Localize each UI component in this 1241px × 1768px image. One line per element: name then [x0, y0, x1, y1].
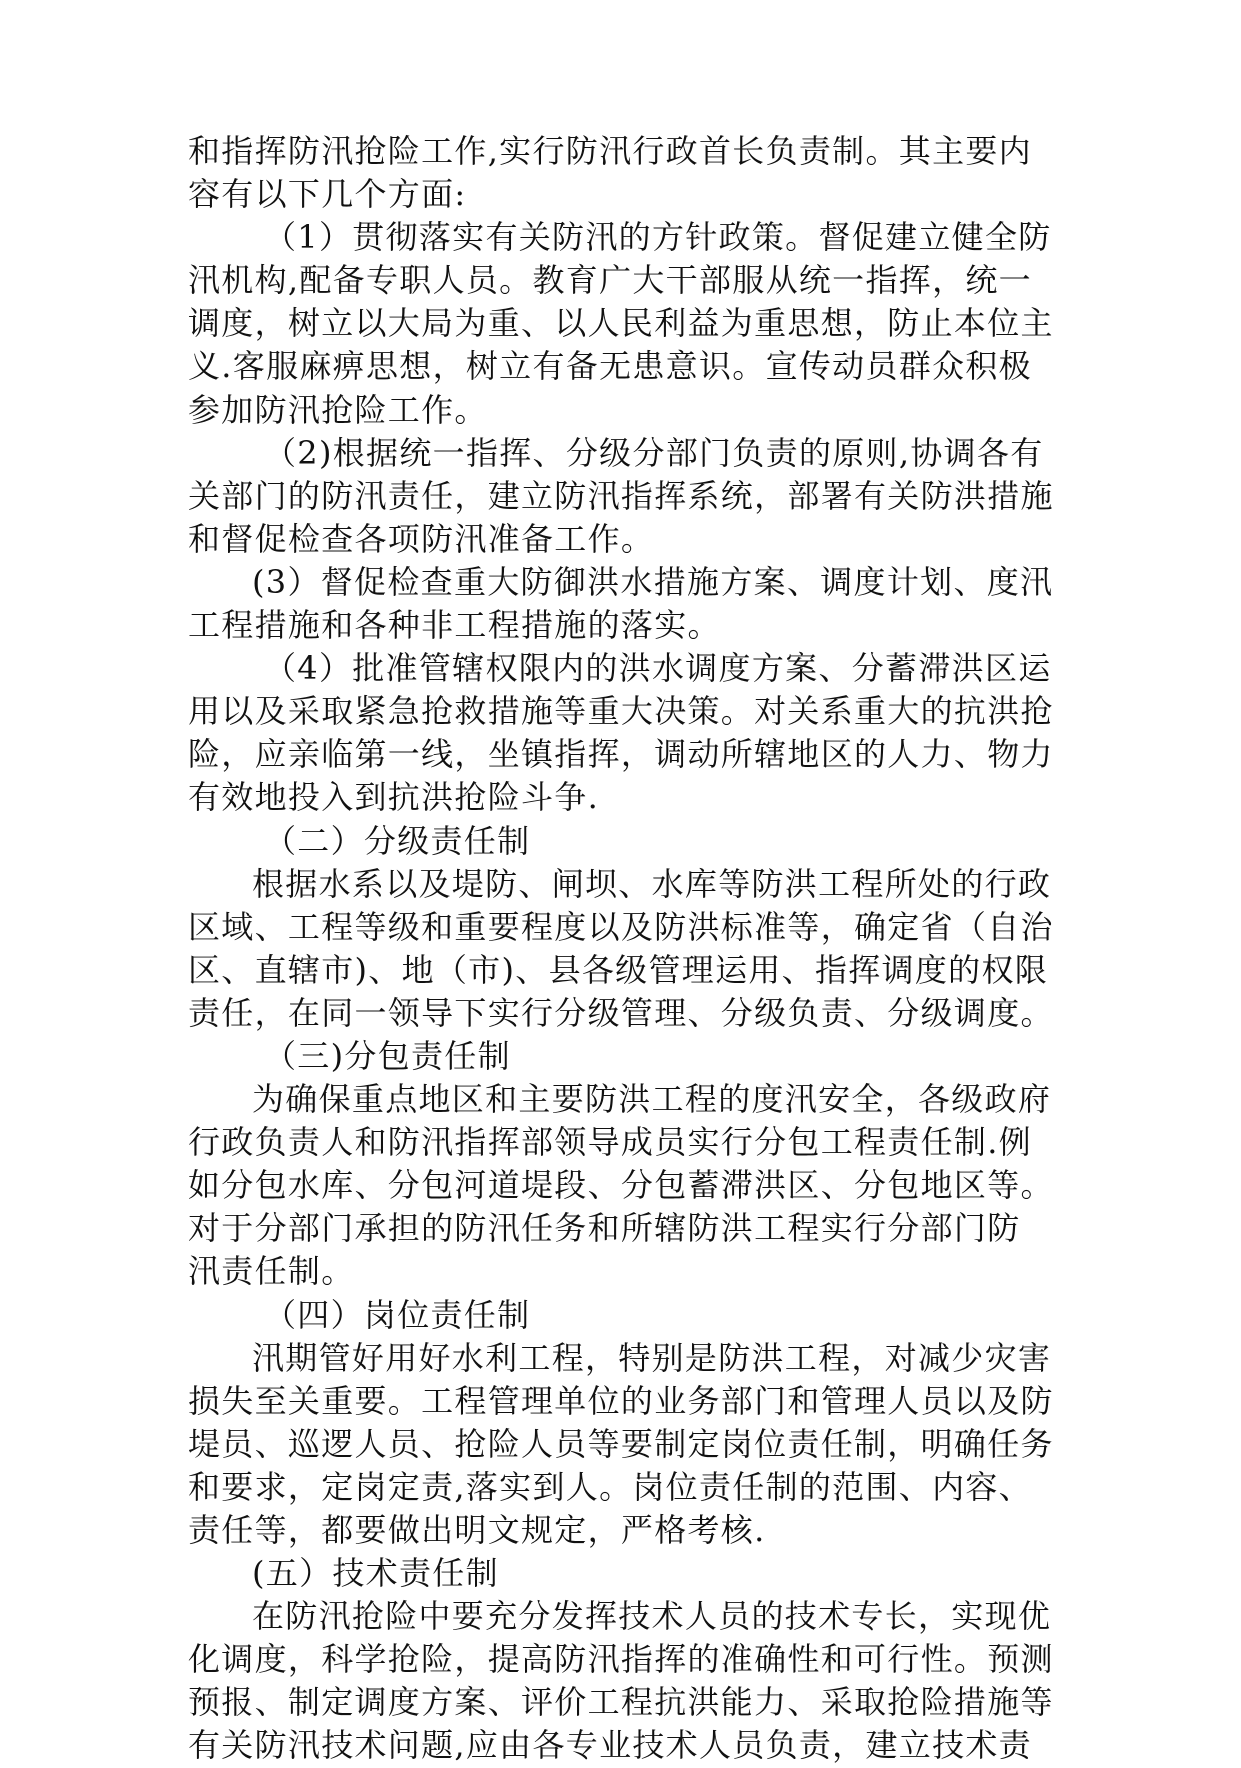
- text-line: 区、直辖市)、地（市)、县各级管理运用、指挥调度的权限: [188, 950, 1049, 989]
- text-line: 责任，在同一领导下实行分级管理、分级负责、分级调度。: [188, 993, 1054, 1032]
- text-line: 为确保重点地区和主要防洪工程的度汛安全，各级政府: [252, 1080, 1052, 1119]
- text-line: 在防汛抢险中要充分发挥技术人员的技术专长，实现优: [252, 1597, 1052, 1636]
- text-line: 和指挥防汛抢险工作,实行防汛行政首长负责制。其主要内: [188, 132, 1032, 170]
- text-line: (3）督促检查重大防御洪水措施方案、调度计划、度汛: [252, 562, 1054, 601]
- text-line: 汛机构,配备专职人员。教育广大干部服从统一指挥，统一: [188, 261, 1032, 300]
- text-line: （三)分包责任制: [264, 1036, 511, 1075]
- document-page: [188, 130, 1058, 1768]
- text-line: 区域、工程等级和重要程度以及防洪标准等，确定省（自治: [188, 907, 1054, 946]
- text-line: 有关防汛技术问题,应由各专业技术人员负责，建立技术责: [188, 1726, 1032, 1765]
- text-line: 容有以下几个方面:: [188, 175, 467, 214]
- text-line: 和督促检查各项防汛准备工作。: [188, 519, 655, 558]
- text-line: 调度，树立以大局为重、以人民利益为重思想，防止本位主: [188, 304, 1054, 343]
- text-line: 关部门的防汛责任，建立防汛指挥系统，部署有关防洪措施: [188, 476, 1054, 515]
- text-line: 行政负责人和防汛指挥部领导成员实行分包工程责任制.例: [188, 1123, 1032, 1162]
- text-line: 如分包水库、分包河道堤段、分包蓄滞洪区、分包地区等。: [188, 1166, 1054, 1205]
- text-line: 预报、制定调度方案、评价工程抗洪能力、采取抢险措施等: [188, 1683, 1054, 1722]
- text-line: 汛责任制。: [188, 1252, 355, 1291]
- text-line: 有效地投入到抗洪抢险斗争.: [188, 778, 600, 817]
- text-line: 汛期管好用好水利工程，特别是防洪工程，对减少灾害: [252, 1338, 1052, 1377]
- text-line: 义.客服麻痹思想，树立有备无患意识。宣传动员群众积极: [188, 347, 1032, 386]
- text-line: 用以及采取紧急抢救措施等重大决策。对关系重大的抗洪抢: [188, 692, 1054, 731]
- text-line: 工程措施和各种非工程措施的落实。: [188, 606, 721, 645]
- text-line: 对于分部门承担的防汛任务和所辖防洪工程实行分部门防: [188, 1209, 1021, 1248]
- text-line: 和要求，定岗定责,落实到人。岗位责任制的范围、内容、: [188, 1467, 1032, 1506]
- text-line: （2)根据统一指挥、分级分部门负责的原则,协调各有: [264, 433, 1044, 472]
- text-line: （二）分级责任制: [264, 821, 531, 860]
- text-line: （1）贯彻落实有关防汛的方针政策。督促建立健全防: [264, 218, 1052, 257]
- text-line: 参加防汛抢险工作。: [188, 390, 488, 429]
- text-line: 险，应亲临第一线，坐镇指挥，调动所辖地区的人力、物力: [188, 735, 1054, 774]
- text-line: （四）岗位责任制: [264, 1295, 531, 1334]
- text-line: 化调度，科学抢险，提高防汛指挥的准确性和可行性。预测: [188, 1640, 1054, 1679]
- text-line: 根据水系以及堤防、闸坝、水库等防洪工程所处的行政: [252, 864, 1052, 903]
- text-line: 责任等，都要做出明文规定，严格考核.: [188, 1511, 766, 1549]
- text-line: 堤员、巡逻人员、抢险人员等要制定岗位责任制，明确任务: [188, 1424, 1054, 1463]
- text-line: (五）技术责任制: [252, 1554, 499, 1593]
- text-line: （4）批准管辖权限内的洪水调度方案、分蓄滞洪区运: [264, 649, 1052, 688]
- text-line: 损失至关重要。工程管理单位的业务部门和管理人员以及防: [188, 1381, 1054, 1420]
